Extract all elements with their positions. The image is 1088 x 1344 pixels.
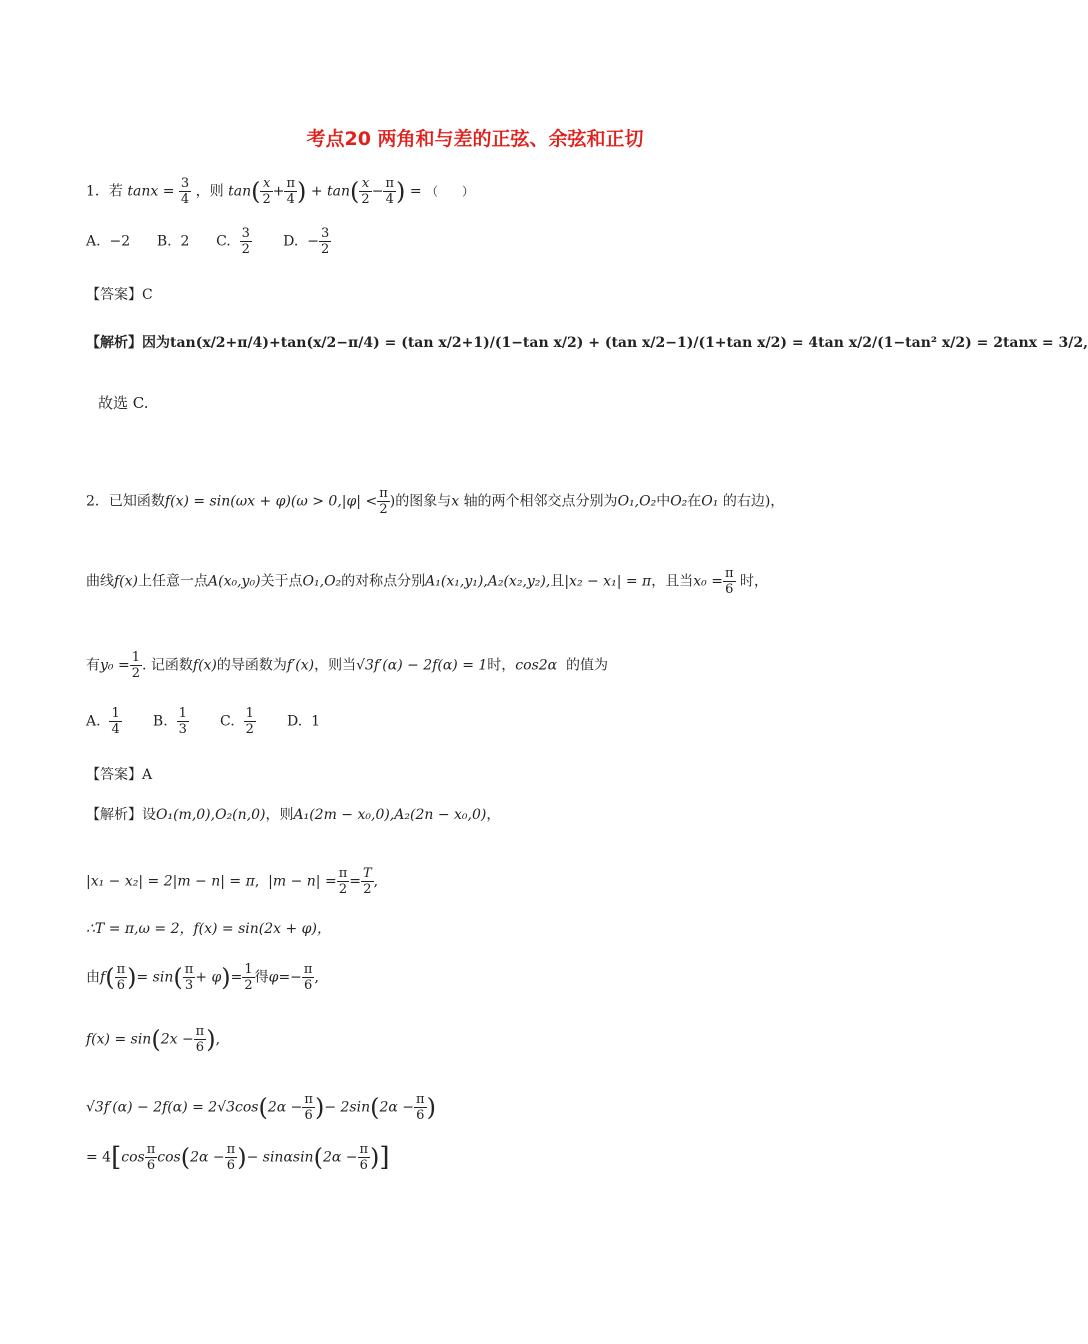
q2-options: A. $\frac{1}{4}$ B. $\frac{1}{3}$ C. $\frac{1}{2}$ D. 1 (86, 706, 321, 737)
q2-line1: 2．已知函数f(x) = sin(ωx + φ)(ω > 0,|φ| < $\frac{\pi}{2}$ )的图象与x 轴的两个相邻交点分别为O₁,O₂中O₂在O₁ 的右边)， (86, 486, 785, 517)
q1-line: 1．若 tanx = $\frac{3}{4}$ ，则 tan( $\frac{x}{2}$ + $\frac{\pi}{4}$ ) + tan( $\frac{x}{2}$ − $\frac{\pi}{4}$ ) = （ ） (86, 176, 475, 207)
q1-frac-34: $\frac{3}{4}$ (180, 176, 190, 207)
q2-sol-line4: 由f( $\frac{\pi}{6}$ )= sin( $\frac{\pi}{3}$ + φ)= $\frac{1}{2}$ 得φ=− $\frac{\pi}{6}$ , (86, 962, 319, 993)
q1-conclusion: 故选 C. (98, 394, 149, 412)
q1-number: 1．若 (86, 183, 123, 200)
q2-sol-line7: = 4[cos $\frac{\pi}{6}$ cos(2α − $\frac{\pi}{6}$ )− sinαsin(2α − $\frac{\pi}{6}$ )] (86, 1142, 390, 1173)
q2-sol-line3: ∴T = π,ω = 2，f(x) = sin(2x + φ)， (86, 921, 331, 937)
q1-blank: （ ） (426, 184, 475, 199)
q2-sol-line1: 【解析】设O₁(m,0),O₂(n,0)，则A₁(2m − x₀,0),A₂(2n − x₀,0)， (86, 807, 501, 823)
q2-sol-line6: √3f′(α) − 2f(α) = 2√3cos(2α − $\frac{\pi}{6}$ )− 2sin(2α − $\frac{\pi}{6}$ ) (86, 1092, 436, 1123)
q2-line3: 有y₀ = $\frac{1}{2}$ . 记函数f(x)的导函数为f′(x)，则当√3f′(α) − 2f(α) = 1时，cos2α 的值为 (86, 650, 609, 681)
q2-sol-line2: |x₁ − x₂| = 2|m − n| = π, |m − n| = $\frac{\pi}{2}$ = $\frac{T}{2}$ , (86, 866, 379, 897)
q2-answer: 【答案】A (86, 767, 153, 783)
q1-answer: 【答案】C (86, 287, 153, 303)
q1-options: A. −2 B. 2 C. $\frac{3}{2}$ D. − $\frac{3}{2}$ (86, 226, 330, 257)
q1-analysis: 【解析】因为tan(x/2+π/4)+tan(x/2−π/4) = (tan x/2+1)/(1−tan x/2) + (tan x/2−1)/(1+tan x/2) = 4tan x/2/(1−tan² x/2) = 2tanx = 3/2, (86, 335, 1088, 351)
page-title: 考点20 两角和与差的正弦、余弦和正切 (306, 128, 644, 150)
q2-sol-line5: f(x) = sin(2x − $\frac{\pi}{6}$ ), (86, 1024, 221, 1055)
q2-line2: 曲线f(x)上任意一点A(x₀,y₀)关于点O₁,O₂的对称点分别A₁(x₁,y₁),A₂(x₂,y₂),且|x₂ − x₁| = π，且当x₀ = $\frac{\pi}{6}$ 时， (86, 566, 768, 597)
q1-cond: tanx = (127, 183, 175, 200)
